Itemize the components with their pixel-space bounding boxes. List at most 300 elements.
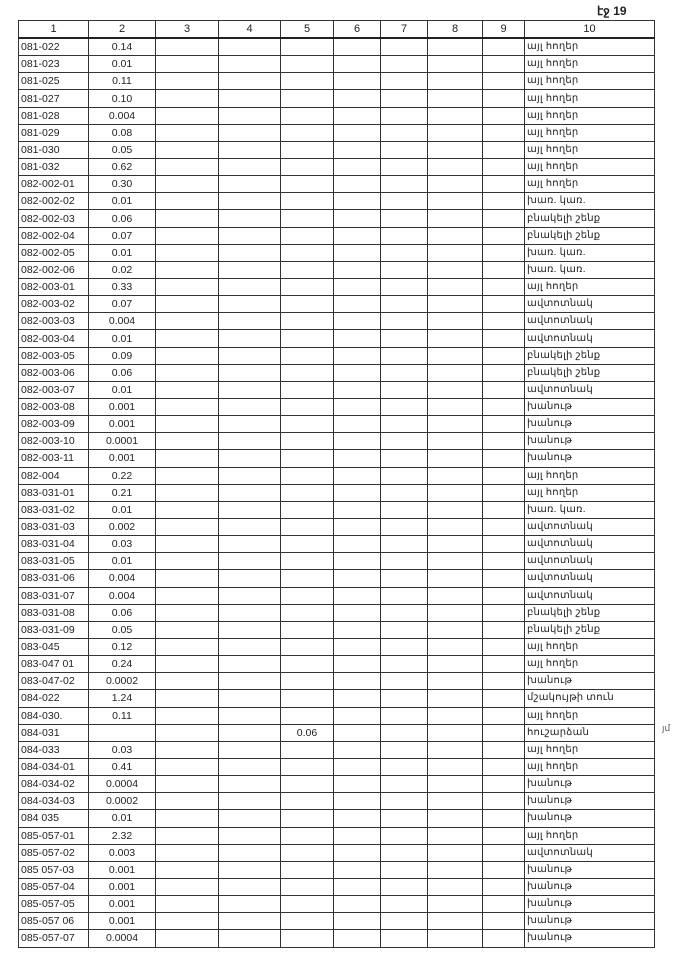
cell-col9: [483, 930, 525, 947]
cell-col5: [281, 330, 334, 347]
table-row: [19, 913, 655, 930]
cell-col4: [219, 896, 281, 913]
cell-area: 0.0001: [89, 433, 156, 450]
cell-area: 0.003: [89, 844, 156, 861]
cell-area: 0.0004: [89, 776, 156, 793]
cell-col5: [281, 741, 334, 758]
cell-col7: [381, 604, 428, 621]
cell-col6: [334, 844, 381, 861]
cell-col6: [334, 416, 381, 433]
cell-col6: [334, 124, 381, 141]
table-row: [19, 673, 655, 690]
cell-col5: [281, 878, 334, 895]
cell-col9: [483, 587, 525, 604]
cell-col4: [219, 313, 281, 330]
column-header-3: 3: [156, 21, 219, 39]
table-row: [19, 330, 655, 347]
cell-col6: [334, 193, 381, 210]
cell-col9: [483, 656, 525, 673]
cell-col3: [156, 673, 219, 690]
cell-col9: [483, 707, 525, 724]
cell-land-type: այլ հողեր: [525, 484, 655, 501]
table-row: [19, 38, 655, 56]
cell-code: 081-023: [19, 56, 89, 73]
cell-col3: [156, 73, 219, 90]
cell-col7: [381, 501, 428, 518]
cell-col5: [281, 518, 334, 535]
cell-col6: [334, 141, 381, 158]
cell-code: 083-047 01: [19, 656, 89, 673]
cell-area: 0.01: [89, 553, 156, 570]
cell-col3: [156, 776, 219, 793]
cell-col6: [334, 107, 381, 124]
cell-col9: [483, 741, 525, 758]
cell-col4: [219, 296, 281, 313]
cell-col3: [156, 690, 219, 707]
cell-col4: [219, 930, 281, 947]
table-row: [19, 741, 655, 758]
cell-col7: [381, 810, 428, 827]
land-register-table: [18, 20, 655, 948]
cell-col6: [334, 621, 381, 638]
cell-col6: [334, 656, 381, 673]
cell-col8: [428, 90, 483, 107]
cell-col3: [156, 553, 219, 570]
cell-col8: [428, 416, 483, 433]
cell-code: 085-057 06: [19, 913, 89, 930]
cell-land-type: խանութ: [525, 776, 655, 793]
cell-col3: [156, 416, 219, 433]
cell-col3: [156, 141, 219, 158]
table-row: [19, 570, 655, 587]
cell-col4: [219, 570, 281, 587]
cell-code: 081-030: [19, 141, 89, 158]
cell-col9: [483, 913, 525, 930]
table-row: [19, 930, 655, 947]
cell-code: 085-057-01: [19, 827, 89, 844]
cell-area: 0.06: [89, 604, 156, 621]
table-row: [19, 210, 655, 227]
cell-col6: [334, 381, 381, 398]
cell-col3: [156, 793, 219, 810]
cell-col8: [428, 56, 483, 73]
cell-area: 0.001: [89, 399, 156, 416]
cell-area: 0.06: [89, 210, 156, 227]
column-header-6: 6: [334, 21, 381, 39]
cell-col9: [483, 604, 525, 621]
cell-code: 083-031-01: [19, 484, 89, 501]
cell-col4: [219, 707, 281, 724]
cell-code: 084-031: [19, 724, 89, 741]
cell-code: 082-004: [19, 467, 89, 484]
cell-col9: [483, 621, 525, 638]
cell-col6: [334, 810, 381, 827]
cell-col8: [428, 73, 483, 90]
cell-col9: [483, 484, 525, 501]
cell-col5: [281, 638, 334, 655]
cell-col5: [281, 467, 334, 484]
cell-area: 0.001: [89, 896, 156, 913]
cell-land-type: այլ հողեր: [525, 176, 655, 193]
cell-col8: [428, 296, 483, 313]
cell-col9: [483, 467, 525, 484]
table-row: [19, 296, 655, 313]
cell-col9: [483, 553, 525, 570]
cell-col3: [156, 330, 219, 347]
cell-col7: [381, 347, 428, 364]
table-row: [19, 793, 655, 810]
cell-col3: [156, 193, 219, 210]
cell-col5: [281, 776, 334, 793]
cell-col5: [281, 536, 334, 553]
cell-land-type: խանութ: [525, 399, 655, 416]
cell-land-type: խանութ: [525, 416, 655, 433]
cell-col4: [219, 810, 281, 827]
cell-area: 0.0002: [89, 793, 156, 810]
cell-code: 084-034-01: [19, 758, 89, 775]
cell-col4: [219, 467, 281, 484]
cell-area: 2.32: [89, 827, 156, 844]
cell-col7: [381, 90, 428, 107]
cell-col6: [334, 313, 381, 330]
cell-col5: [281, 381, 334, 398]
cell-col9: [483, 90, 525, 107]
cell-col4: [219, 159, 281, 176]
cell-land-type: այլ հողեր: [525, 90, 655, 107]
cell-col3: [156, 621, 219, 638]
cell-col3: [156, 56, 219, 73]
cell-col7: [381, 878, 428, 895]
cell-col8: [428, 638, 483, 655]
cell-col8: [428, 124, 483, 141]
table-row: [19, 656, 655, 673]
cell-col6: [334, 347, 381, 364]
cell-col9: [483, 364, 525, 381]
cell-col4: [219, 330, 281, 347]
cell-col7: [381, 227, 428, 244]
cell-col3: [156, 518, 219, 535]
cell-col7: [381, 176, 428, 193]
cell-col6: [334, 518, 381, 535]
cell-code: 083-031-09: [19, 621, 89, 638]
cell-land-type: այլ հողեր: [525, 73, 655, 90]
cell-code: 082-003-05: [19, 347, 89, 364]
cell-col4: [219, 450, 281, 467]
cell-col4: [219, 536, 281, 553]
cell-area: 0.004: [89, 587, 156, 604]
cell-code: 083-031-06: [19, 570, 89, 587]
table-row: [19, 810, 655, 827]
cell-land-type: խանութ: [525, 433, 655, 450]
cell-area: 0.08: [89, 124, 156, 141]
cell-col7: [381, 416, 428, 433]
cell-col9: [483, 210, 525, 227]
cell-code: 084-034-02: [19, 776, 89, 793]
table-row: [19, 141, 655, 158]
cell-col9: [483, 638, 525, 655]
cell-col5: [281, 690, 334, 707]
cell-col7: [381, 690, 428, 707]
cell-code: 082-003-01: [19, 279, 89, 296]
table-row: [19, 124, 655, 141]
cell-area: 0.05: [89, 621, 156, 638]
cell-col9: [483, 124, 525, 141]
cell-col4: [219, 656, 281, 673]
cell-col3: [156, 296, 219, 313]
table-row: [19, 707, 655, 724]
cell-col6: [334, 244, 381, 261]
cell-col3: [156, 107, 219, 124]
cell-col7: [381, 570, 428, 587]
cell-col8: [428, 570, 483, 587]
cell-land-type: խառ. կառ.: [525, 261, 655, 278]
cell-col5: [281, 501, 334, 518]
cell-col5: [281, 261, 334, 278]
cell-land-type: ավտոտնակ: [525, 844, 655, 861]
cell-code: 085 057-03: [19, 861, 89, 878]
cell-col6: [334, 707, 381, 724]
table-row: [19, 399, 655, 416]
cell-col4: [219, 210, 281, 227]
cell-col7: [381, 210, 428, 227]
cell-col3: [156, 501, 219, 518]
cell-code: 083-031-04: [19, 536, 89, 553]
cell-col8: [428, 141, 483, 158]
table-row: [19, 450, 655, 467]
table-row: [19, 227, 655, 244]
cell-land-type: բնակելի շենք: [525, 210, 655, 227]
cell-land-type: խանութ: [525, 878, 655, 895]
cell-area: 0.07: [89, 227, 156, 244]
cell-col4: [219, 501, 281, 518]
cell-col8: [428, 176, 483, 193]
cell-col9: [483, 776, 525, 793]
cell-code: 082-002-05: [19, 244, 89, 261]
cell-col3: [156, 587, 219, 604]
cell-col3: [156, 159, 219, 176]
cell-col9: [483, 758, 525, 775]
cell-code: 084-022: [19, 690, 89, 707]
cell-col4: [219, 227, 281, 244]
cell-area: 0.05: [89, 141, 156, 158]
cell-col3: [156, 227, 219, 244]
cell-land-type: ավտոտնակ: [525, 296, 655, 313]
cell-code: 085-057-04: [19, 878, 89, 895]
cell-col5: [281, 810, 334, 827]
cell-col5: [281, 673, 334, 690]
cell-land-type: ավտոտնակ: [525, 553, 655, 570]
cell-land-type: բնակելի շենք: [525, 364, 655, 381]
table-row: [19, 416, 655, 433]
cell-col5: [281, 844, 334, 861]
cell-col5: [281, 364, 334, 381]
cell-col3: [156, 827, 219, 844]
cell-col3: [156, 741, 219, 758]
cell-col8: [428, 793, 483, 810]
table-row: [19, 176, 655, 193]
cell-col7: [381, 467, 428, 484]
cell-col6: [334, 861, 381, 878]
cell-land-type: այլ հողեր: [525, 124, 655, 141]
cell-col4: [219, 604, 281, 621]
cell-col5: [281, 124, 334, 141]
cell-col4: [219, 38, 281, 56]
cell-area: 0.03: [89, 741, 156, 758]
cell-col6: [334, 399, 381, 416]
table-row: [19, 484, 655, 501]
cell-col4: [219, 364, 281, 381]
cell-col4: [219, 793, 281, 810]
cell-area: 1.24: [89, 690, 156, 707]
cell-col8: [428, 878, 483, 895]
cell-col9: [483, 56, 525, 73]
cell-col7: [381, 56, 428, 73]
table-row: [19, 776, 655, 793]
table-row: [19, 518, 655, 535]
cell-area: 0.33: [89, 279, 156, 296]
cell-col6: [334, 930, 381, 947]
cell-col9: [483, 844, 525, 861]
cell-code: 081-029: [19, 124, 89, 141]
cell-col4: [219, 587, 281, 604]
cell-col8: [428, 690, 483, 707]
cell-col4: [219, 861, 281, 878]
cell-col8: [428, 861, 483, 878]
cell-area: 0.001: [89, 878, 156, 895]
cell-col5: [281, 450, 334, 467]
cell-code: 083-031-05: [19, 553, 89, 570]
cell-col7: [381, 673, 428, 690]
cell-col4: [219, 193, 281, 210]
cell-col8: [428, 210, 483, 227]
cell-col3: [156, 536, 219, 553]
cell-land-type: խառ. կառ.: [525, 501, 655, 518]
cell-col6: [334, 176, 381, 193]
cell-area: 0.21: [89, 484, 156, 501]
cell-col6: [334, 261, 381, 278]
cell-land-type: այլ հողեր: [525, 467, 655, 484]
cell-col7: [381, 638, 428, 655]
cell-col6: [334, 673, 381, 690]
cell-code: 082-003-10: [19, 433, 89, 450]
cell-land-type: խանութ: [525, 896, 655, 913]
cell-col5: [281, 399, 334, 416]
cell-area: 0.01: [89, 330, 156, 347]
cell-col7: [381, 930, 428, 947]
cell-land-type: այլ հողեր: [525, 159, 655, 176]
cell-col7: [381, 553, 428, 570]
table-row: [19, 621, 655, 638]
cell-col6: [334, 553, 381, 570]
cell-area: 0.03: [89, 536, 156, 553]
cell-col6: [334, 501, 381, 518]
cell-col6: [334, 484, 381, 501]
cell-area: 0.001: [89, 861, 156, 878]
cell-col4: [219, 90, 281, 107]
table-row: [19, 107, 655, 124]
cell-col5: [281, 296, 334, 313]
cell-code: 081-022: [19, 38, 89, 56]
cell-col3: [156, 244, 219, 261]
cell-code: 081-032: [19, 159, 89, 176]
cell-area: 0.0004: [89, 930, 156, 947]
cell-col5: [281, 587, 334, 604]
cell-code: 085-057-05: [19, 896, 89, 913]
cell-land-type: ավտոտնակ: [525, 381, 655, 398]
cell-code: 082-002-04: [19, 227, 89, 244]
cell-col8: [428, 279, 483, 296]
cell-col8: [428, 227, 483, 244]
cell-col7: [381, 536, 428, 553]
cell-land-type: խանութ: [525, 450, 655, 467]
cell-col7: [381, 484, 428, 501]
margin-mark: յմ: [662, 723, 671, 733]
cell-col9: [483, 279, 525, 296]
cell-area: 0.11: [89, 707, 156, 724]
cell-col6: [334, 73, 381, 90]
cell-land-type: ավտոտնակ: [525, 518, 655, 535]
table-row: [19, 827, 655, 844]
cell-col4: [219, 621, 281, 638]
cell-col8: [428, 347, 483, 364]
cell-col8: [428, 844, 483, 861]
cell-col8: [428, 159, 483, 176]
cell-col9: [483, 673, 525, 690]
cell-col8: [428, 604, 483, 621]
cell-col5: [281, 244, 334, 261]
cell-code: 081-025: [19, 73, 89, 90]
cell-col3: [156, 638, 219, 655]
cell-col8: [428, 930, 483, 947]
cell-col4: [219, 381, 281, 398]
cell-land-type: բնակելի շենք: [525, 227, 655, 244]
cell-col8: [428, 707, 483, 724]
cell-col3: [156, 570, 219, 587]
cell-col6: [334, 896, 381, 913]
cell-col3: [156, 758, 219, 775]
cell-col3: [156, 707, 219, 724]
cell-col6: [334, 690, 381, 707]
cell-col4: [219, 261, 281, 278]
cell-col5: 0.06: [281, 724, 334, 741]
cell-code: 083-031-08: [19, 604, 89, 621]
cell-col8: [428, 364, 483, 381]
cell-col8: [428, 313, 483, 330]
cell-land-type: բնակելի շենք: [525, 347, 655, 364]
cell-col5: [281, 930, 334, 947]
cell-col5: [281, 896, 334, 913]
cell-col8: [428, 587, 483, 604]
cell-col5: [281, 707, 334, 724]
cell-col7: [381, 621, 428, 638]
cell-col7: [381, 518, 428, 535]
cell-col3: [156, 381, 219, 398]
cell-col4: [219, 176, 281, 193]
cell-col7: [381, 38, 428, 56]
cell-area: 0.01: [89, 810, 156, 827]
cell-col6: [334, 587, 381, 604]
cell-col4: [219, 553, 281, 570]
cell-col6: [334, 758, 381, 775]
table-row: [19, 364, 655, 381]
cell-col8: [428, 381, 483, 398]
cell-col9: [483, 107, 525, 124]
cell-col7: [381, 159, 428, 176]
cell-col5: [281, 90, 334, 107]
cell-col3: [156, 210, 219, 227]
table-row: [19, 467, 655, 484]
cell-col5: [281, 193, 334, 210]
